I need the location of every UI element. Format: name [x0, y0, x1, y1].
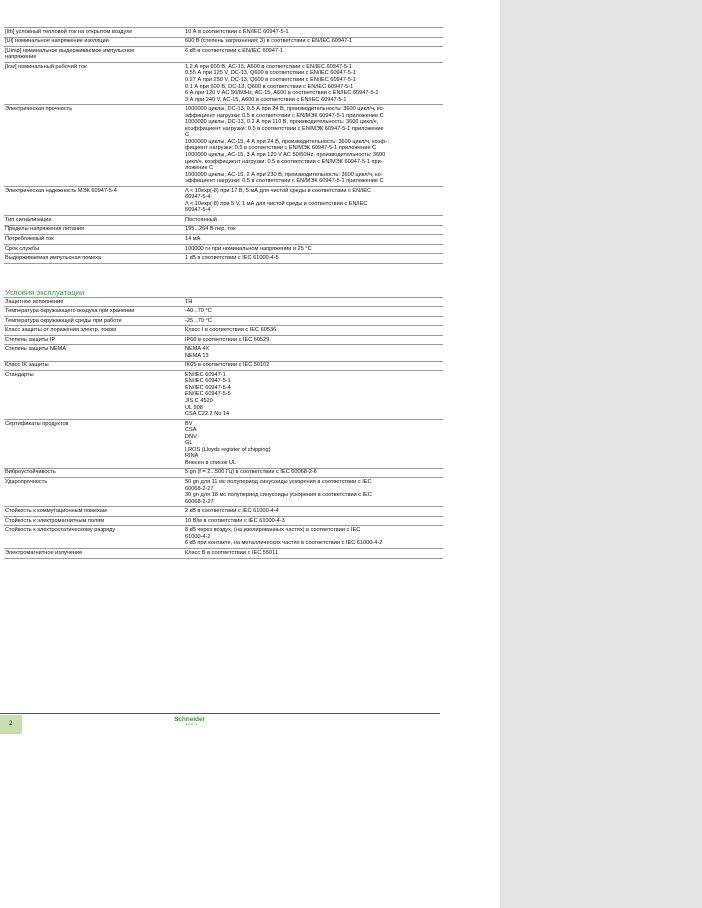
comment-side-panel — [500, 0, 702, 908]
environment-spec-table — [4, 297, 443, 559]
logo-subtext: Electric — [186, 723, 198, 726]
spec-label: Степень защиты NEMA — [4, 345, 184, 361]
spec-label: Ударопрочность — [4, 478, 184, 507]
spec-row — [4, 225, 443, 235]
spec-label: Электрическая надежность МЭК 60947-5-4 — [4, 186, 184, 215]
spec-label: Стойкость к электромагнитным полям — [4, 516, 184, 526]
spec-row — [4, 316, 443, 326]
spec-row — [4, 468, 443, 478]
spec-row — [4, 478, 443, 507]
spec-row — [4, 28, 443, 38]
spec-row — [4, 419, 443, 468]
spec-label: Защитное исполнение — [4, 297, 184, 307]
spec-value: -40...70 °C — [184, 307, 443, 317]
spec-label: Срок службы — [4, 244, 184, 254]
spec-value: -25...70 °C — [184, 316, 443, 326]
spec-row — [4, 297, 443, 307]
spec-value: 1 кВ в соответствии с IEC 61000-4-5 — [184, 254, 443, 264]
spec-label: [Uimp] номинальное выдерживаемое импульсное напряжение — [4, 47, 184, 63]
spec-content — [4, 27, 440, 559]
page-number-box — [0, 715, 22, 734]
spec-label: Класс IK защиты — [4, 361, 184, 371]
spec-value: 8 кВ через воздух, (на изолированных частях) в соответствии с IEC 61000-4-2 6 кВ при контакте, на металлических частях в соответствии с IEC 61000-4-2 — [184, 526, 443, 549]
spec-row — [4, 345, 443, 361]
spec-label: [Ui] номинальное напряжение изоляции — [4, 37, 184, 47]
spec-row — [4, 516, 443, 526]
spec-row — [4, 105, 443, 187]
spec-label: Стандарты — [4, 371, 184, 420]
spec-value: 6 кВ в соответствии с EN/IEC 60947-1 — [184, 47, 443, 63]
spec-label: [Ith] условный тепловой ток на открытом воздухе — [4, 28, 184, 38]
spec-row — [4, 216, 443, 226]
spec-value: BV CSA DNV GL LROS (Lloyds register of shipping) RINA Внесен в список UL — [184, 419, 443, 468]
spec-value: 2 кВ в соответствии с IEC 61000-4-4 — [184, 507, 443, 517]
spec-value: Λ < 10exp(-8) при 17 В, 5 мА для чистой среды в соответствии с EN/IEC 60947-5-4 Λ < 10exp(-8) при 5 V, 1 мА для чистой среды в соответствии с EN/IEC 60947-5-4 — [184, 186, 443, 215]
spec-value: Класс I в соответствии с IEC 60536 — [184, 326, 443, 336]
spec-value: 1.2 А при 600 В, AC-15, A600 в соответствии с EN/IEC 60947-5-1 0.55 А при 125 V, DC-13, Q600 в соответствии с EN/IEC 60947-5-1 0.27 А при 250 V, DC-13, Q600 в соответствии с EN/IEC 60947-5-1 0.1 А при 600 В, DC-13, Q600 в соответствии с EN/IEC 60947-5-1 6 А при 120 V AC 50/60Hz, AC-15, A600 в соответствии с EN/IEC 60947-5-1 3 А при 240 V, AC-15, A600 в соответствии с EN/IEC 60947-5-1 — [184, 63, 443, 105]
spec-label: Электрическая прочность — [4, 105, 184, 187]
spec-label: Выдерживаемая импульсная помеха — [4, 254, 184, 264]
electrical-spec-table — [4, 27, 443, 264]
spec-value: 14 мА — [184, 235, 443, 245]
spec-label: Стойкость к электростатическому разряду — [4, 526, 184, 549]
logo-wordmark: Schneider — [174, 716, 205, 723]
spec-row — [4, 235, 443, 245]
spec-row — [4, 507, 443, 517]
spec-row — [4, 244, 443, 254]
spec-value: Класс B в соответствии с IEC 55011 — [184, 549, 443, 559]
schneider-logo — [174, 716, 218, 730]
spec-value: 50 gn для 11 мс полупериод синусоиды ускорения в соответствии с IEC 60068-2-27 30 gn для 18 мс полупериод синусоиды ускорения в соответствии с IEC 60068-2-27 — [184, 478, 443, 507]
spec-label: Потребляемый ток — [4, 235, 184, 245]
spec-value: 600 В (степень загрязнения: 3) в соответствии с EN/IEC 60947-1 — [184, 37, 443, 47]
spec-label: Электромагнитное излучение — [4, 549, 184, 559]
spec-row — [4, 307, 443, 317]
spec-value: IK05 в соответствии с IEC 50102 — [184, 361, 443, 371]
spec-label: Класс защиты от поражения электр. током — [4, 326, 184, 336]
section-title-operating-conditions: Условия эксплуатации — [5, 287, 85, 297]
spec-value: 10 А в соответствии с EN/IEC 60947-5-1 — [184, 28, 443, 38]
spec-row — [4, 47, 443, 63]
spec-value: 10 В/м в соответствии с IEC 61000-4-3 — [184, 516, 443, 526]
spec-value: IP66 в соответствии с IEC 60529 — [184, 335, 443, 345]
spec-label: Температура окружающего воздуха при хранении — [4, 307, 184, 317]
spec-value: EN/IEC 60947-1 EN/IEC 60947-5-1 EN/IEC 60947-5-4 EN/IEC 60947-5-5 JIS C 4520 UL 508 CSA C22.2 No 14 — [184, 371, 443, 420]
spec-label: Тип сигнализации — [4, 216, 184, 226]
spec-label: Температура окружающей среды при работе — [4, 316, 184, 326]
spec-label: Стойкость к коммутационным помехам — [4, 507, 184, 517]
spec-row — [4, 371, 443, 420]
spec-row — [4, 63, 443, 105]
spec-value: 1000000 циклы, DC-13, 0.5 А при 24 В, производительность: 3600 цикл/ч, ко- эффициент нагрузки: 0.5 в соответствии с EN/МЭК 60947-5-1 приложение C 1000000 циклы, DC-13, 0.2 А при 110 В, производительность: 3600 цикл/ч, коэффициент нагрузки: 0.5 в соответствии с EN/МЭК 60947-5-1 приложение C 1000000 циклы, AC-15, 4 А при 24 В, производительность: 3600 цикл/ч, коэф- фициент нагрузки: 0.5 в соответствии с EN/МЭК 60947-5-1 приложение C 1000000 циклы, AC-15, 3 А при 120 V AC 50/60Hz, производительность: 3600 цикл/ч, коэффициент нагрузки: 0.5 в соответствии с EN/МЭК 60947-5-1 при- ложение C 1000000 циклы, AC-15, 2 А при 230 В, производительность: 3600 цикл/ч, ко- эффициент нагрузки: 0.5 в соответствии с EN/МЭК 60947-5-1 приложение C — [184, 105, 443, 187]
spec-value: 100000 гн при номинальном напряжении и 25 °C — [184, 244, 443, 254]
footer-divider — [0, 713, 440, 714]
spec-label: Сертификаты продуктов — [4, 419, 184, 468]
page-number: 2 — [9, 721, 13, 727]
spec-value: 195...264 В пер. ток — [184, 225, 443, 235]
spec-label: Степень защиты IP — [4, 335, 184, 345]
spec-row — [4, 326, 443, 336]
spec-value: TH — [184, 297, 443, 307]
spec-row — [4, 361, 443, 371]
spec-label: Пределы напряжения питания — [4, 225, 184, 235]
spec-value: NEMA 4X NEMA 13 — [184, 345, 443, 361]
spec-row — [4, 549, 443, 559]
spec-row — [4, 526, 443, 549]
spec-label: Виброустойчивость — [4, 468, 184, 478]
spec-label: [Icw] номинальный рабочий ток — [4, 63, 184, 105]
spec-value: 5 gn (f = 2...500 Гц) в соответствии с IEC 60068-2-6 — [184, 468, 443, 478]
spec-row — [4, 335, 443, 345]
spec-row — [4, 254, 443, 264]
spec-row — [4, 186, 443, 215]
spec-row — [4, 37, 443, 47]
spec-value: Постоянный — [184, 216, 443, 226]
